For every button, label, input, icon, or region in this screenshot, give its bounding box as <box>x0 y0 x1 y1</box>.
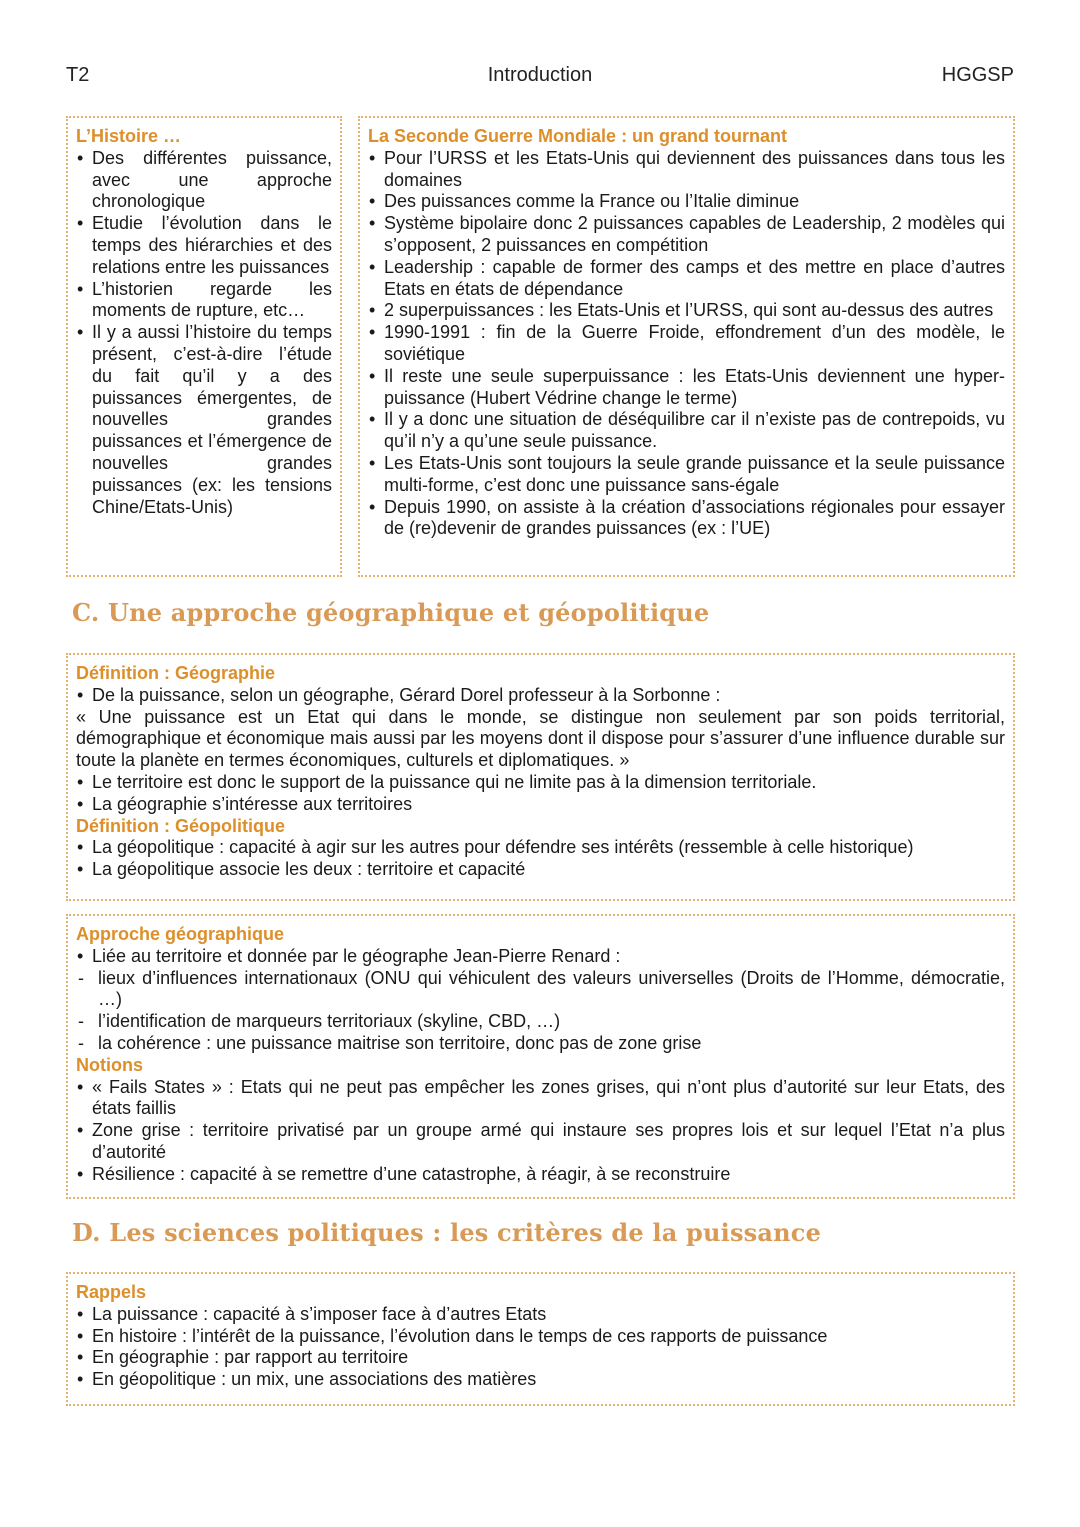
rappels-list <box>76 1304 1005 1391</box>
list-item: • 1990-1991 : fin de la Guerre Froide, effondrement d’un des modèle, le soviétique <box>368 322 1005 366</box>
rappels-box <box>66 1272 1015 1406</box>
list-item: • La géographie s’intéresse aux territoires <box>76 794 1005 816</box>
list-item: - l’identification de marqueurs territoriaux (skyline, CBD, …) <box>76 1011 1005 1033</box>
list-item: • Résilience : capacité à se remettre d’une catastrophe, à réagir, à se reconstruire <box>76 1164 1005 1186</box>
list-item: • L’historien regarde les moments de rupture, etc… <box>76 279 332 323</box>
notions-list <box>76 1077 1005 1186</box>
section-c-heading: C. Une approche géographique et géopolitique <box>72 598 710 627</box>
list-item: • En histoire : l’intérêt de la puissance, l’évolution dans le temps de ces rapports de puissance <box>76 1326 1005 1348</box>
list-item: • Zone grise : territoire privatisé par un groupe armé qui instaure ses propres lois et sur lequel l’Etat n’a plus d’autorité <box>76 1120 1005 1164</box>
definition-geo-list <box>76 772 1005 816</box>
approche-box <box>66 914 1015 1199</box>
list-item: • Il reste une seule superpuissance : les Etats-Unis deviennent une hyper-puissance (Hubert Védrine change le terme) <box>368 366 1005 410</box>
dorel-quote: « Une puissance est un Etat qui dans le monde, se distingue non seulement par son poids territorial, démographique et économique mais aussi par les moyens dont il dispose pour s’assurer d’une influence durable sur toute la planète en termes économiques, culturels et diplomatiques. » <box>76 706 1005 771</box>
histoire-list <box>76 148 332 519</box>
list-item: • Les Etats-Unis sont toujours la seule grande puissance et la seule puissance multi-forme, c’est donc une puissance sans-égale <box>368 453 1005 497</box>
list-item: • Etudie l’évolution dans le temps des hiérarchies et des relations entre les puissances <box>76 213 332 278</box>
definition-geopol-list <box>76 837 1005 881</box>
list-item: • Il y a aussi l’histoire du temps présent, c’est-à-dire l’étude du fait qu’il y a des puissances émergentes, de nouvelles grandes puissances et l’émergence de nouvelles grandes puissances (ex: les tensions Chine/Etats-Unis) <box>76 322 332 518</box>
list-item: • La géopolitique associe les deux : territoire et capacité <box>76 859 1005 881</box>
histoire-box <box>66 116 342 577</box>
header-title: Introduction <box>487 64 593 86</box>
histoire-box-title: L’Histoire … <box>76 126 182 146</box>
list-item: • De la puissance, selon un géographe, Gérard Dorel professeur à la Sorbonne : <box>76 685 1005 707</box>
section-d-heading: D. Les sciences politiques : les critères de la puissance <box>72 1218 822 1247</box>
list-item: • La puissance : capacité à s’imposer face à d’autres Etats <box>76 1304 1005 1326</box>
definition-box <box>66 653 1015 901</box>
list-item: • Système bipolaire donc 2 puissances capables de Leadership, 2 modèles qui s’opposent, 2 puissances en compétition <box>368 213 1005 257</box>
list-item: • Il y a donc une situation de déséquilibre car il n’existe pas de contrepoids, vu qu’il n’y a qu’une seule puissance. <box>368 409 1005 453</box>
list-item: • La géopolitique : capacité à agir sur les autres pour défendre ses intérêts (ressemble à celle historique) <box>76 837 1005 859</box>
approche-intro-list <box>76 946 1005 968</box>
list-item: • En géopolitique : un mix, une associations des matières <box>76 1369 1005 1391</box>
list-item: • Des différentes puissance, avec une approche chronologique <box>76 148 332 213</box>
list-item: • Leadership : capable de former des camps et des mettre en place d’autres Etats en états de dépendance <box>368 257 1005 301</box>
list-item: • Pour l’URSS et les Etats-Unis qui deviennent des puissances dans tous les domaines <box>368 148 1005 192</box>
list-item: • En géographie : par rapport au territoire <box>76 1347 1005 1369</box>
notions-title: Notions <box>76 1054 143 1075</box>
list-item: • Depuis 1990, on assiste à la création d’associations régionales pour essayer de (re)devenir de grandes puissances (ex : l’UE) <box>368 497 1005 541</box>
list-item: • Des puissances comme la France ou l’Italie diminue <box>368 191 1005 213</box>
definition-geopol-title: Définition : Géopolitique <box>76 815 285 836</box>
guerre-list <box>368 148 1005 540</box>
guerre-box-title: La Seconde Guerre Mondiale : un grand tournant <box>368 126 788 146</box>
list-item: • Liée au territoire et donnée par le géographe Jean-Pierre Renard : <box>76 946 1005 968</box>
definition-geo-title: Définition : Géographie <box>76 663 276 683</box>
header-chapter-label: T2 <box>66 64 90 86</box>
definition-geo-intro-list <box>76 685 1005 707</box>
list-item: - lieux d’influences internationaux (ONU qui véhiculent des valeurs universelles (Droits de l’Homme, démocratie, …) <box>76 968 1005 1012</box>
list-item: • 2 superpuissances : les Etats-Unis et l’URSS, qui sont au-dessus des autres <box>368 300 1005 322</box>
list-item: - la cohérence : une puissance maitrise son territoire, donc pas de zone grise <box>76 1033 1005 1055</box>
guerre-box <box>358 116 1015 577</box>
list-item: • Le territoire est donc le support de la puissance qui ne limite pas à la dimension territoriale. <box>76 772 1005 794</box>
approche-dash-list <box>76 968 1005 1055</box>
header-subject: HGGSP <box>941 64 1014 86</box>
rappels-title: Rappels <box>76 1282 147 1302</box>
approche-title: Approche géographique <box>76 924 285 944</box>
list-item: • « Fails States » : Etats qui ne peut pas empêcher les zones grises, qui n’ont plus d’autorité sur leur Etats, des états faillis <box>76 1077 1005 1121</box>
